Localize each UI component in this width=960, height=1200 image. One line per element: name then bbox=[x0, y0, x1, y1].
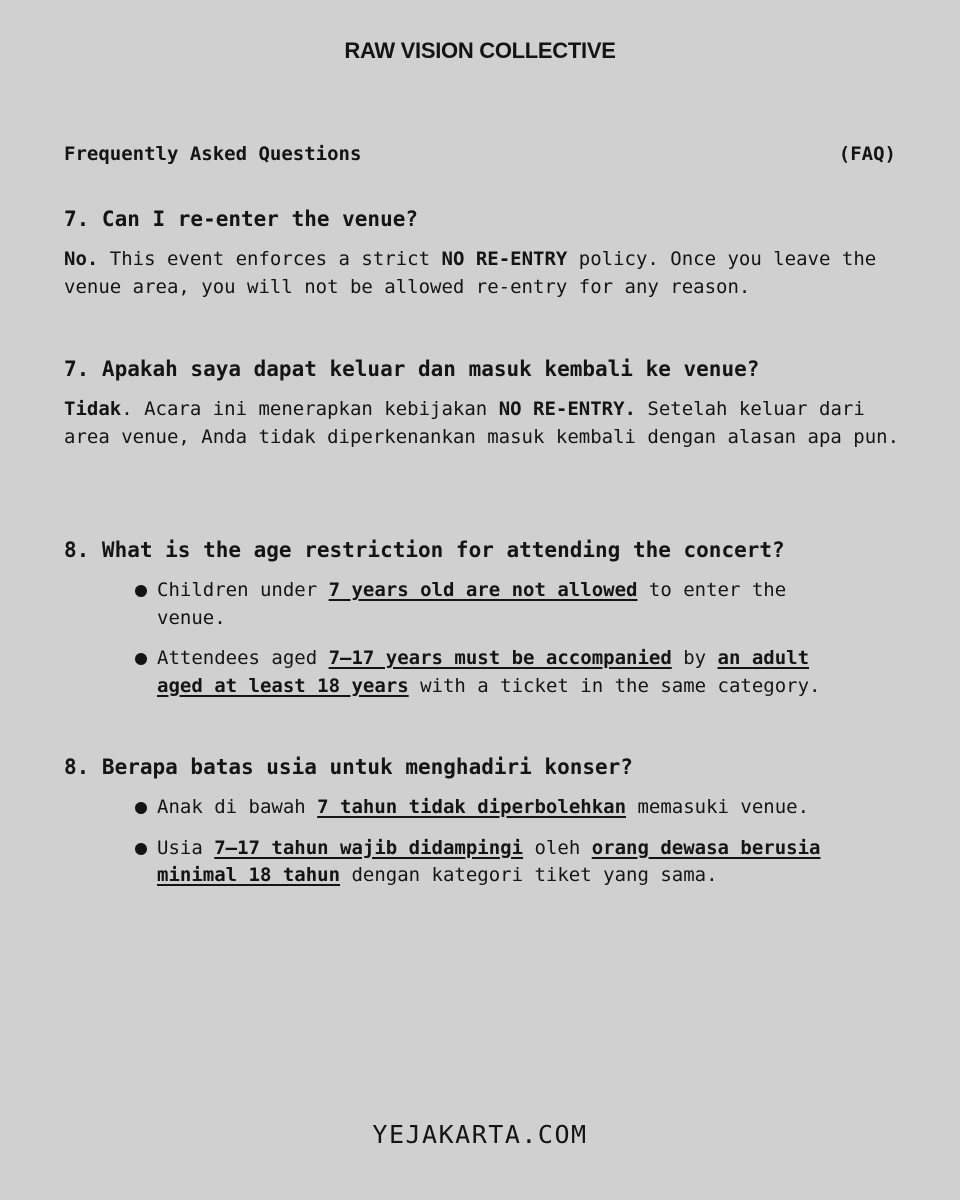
answer-7-en-lead: No. bbox=[64, 248, 99, 270]
list-item-emphasis: 7–17 years must be accompanied bbox=[328, 647, 672, 669]
faq-header-tag: (FAQ) bbox=[838, 143, 896, 165]
answer-7-en-emphasis: NO RE-ENTRY bbox=[441, 248, 568, 270]
list-item-text: Anak di bawah bbox=[157, 796, 318, 818]
list-item-text: dengan kategori tiket yang sama. bbox=[340, 864, 718, 886]
list-item-emphasis: orang dewasa berusia minimal 18 tahun bbox=[157, 836, 821, 886]
list-item-text: memasuki venue. bbox=[626, 796, 810, 818]
answer-7-en bbox=[64, 246, 904, 301]
footer-website[interactable]: YEJAKARTA.COM bbox=[372, 1120, 588, 1149]
list-item-emphasis: 7 tahun tidak diperbolehkan bbox=[317, 796, 627, 818]
question-8-en: 8. What is the age restriction for attending the concert? bbox=[64, 538, 785, 562]
list-item-text: Usia bbox=[157, 836, 215, 859]
answer-7-id-text-b: Setelah keluar dari area venue, Anda tidak diperkenankan masuk kembali dengan alasan apa pun. bbox=[64, 398, 900, 448]
list-item-text: by bbox=[671, 647, 718, 669]
answer-7-id-emphasis: NO RE-ENTRY. bbox=[498, 398, 636, 420]
faq-header-title: Frequently Asked Questions bbox=[64, 143, 362, 165]
bullet-icon bbox=[135, 585, 147, 597]
faq-header bbox=[64, 143, 896, 165]
bullet-icon bbox=[135, 653, 147, 665]
list-item-emphasis: 7 years old are not allowed bbox=[328, 579, 638, 601]
list-item bbox=[133, 577, 853, 632]
brand-title: RAW VISION COLLECTIVE bbox=[344, 38, 616, 63]
answer-7-en-text-a: This event enforces a strict bbox=[98, 248, 442, 270]
bullet-icon bbox=[135, 802, 147, 814]
list-item-emphasis: 7–17 tahun wajib didampingi bbox=[214, 836, 524, 859]
list-item-text: oleh bbox=[523, 836, 592, 859]
question-7-en: 7. Can I re-enter the venue? bbox=[64, 207, 419, 231]
list-item bbox=[133, 835, 853, 890]
answer-7-id-lead: Tidak bbox=[64, 398, 122, 420]
answer-8-id-list bbox=[133, 794, 853, 890]
list-item-text: Children under bbox=[157, 579, 329, 601]
answer-7-id-text-a: . Acara ini menerapkan kebijakan bbox=[121, 398, 499, 420]
list-item bbox=[133, 794, 853, 822]
question-8-id: 8. Berapa batas usia untuk menghadiri konser? bbox=[64, 755, 633, 779]
list-item-text: with a ticket in the same category. bbox=[408, 674, 821, 697]
list-item-text: to enter the venue. bbox=[157, 579, 787, 629]
bullet-icon bbox=[135, 843, 147, 855]
list-item-text: Attendees aged bbox=[157, 647, 329, 669]
answer-7-en-text-b: policy. Once you leave the venue area, you will not be allowed re-entry for any reason. bbox=[64, 248, 877, 298]
list-item-emphasis: an adult aged at least 18 years bbox=[157, 647, 810, 697]
answer-8-en-list bbox=[133, 577, 853, 700]
question-7-id: 7. Apakah saya dapat keluar dan masuk kembali ke venue? bbox=[64, 357, 760, 381]
answer-7-id bbox=[64, 396, 904, 451]
list-item bbox=[133, 645, 853, 700]
